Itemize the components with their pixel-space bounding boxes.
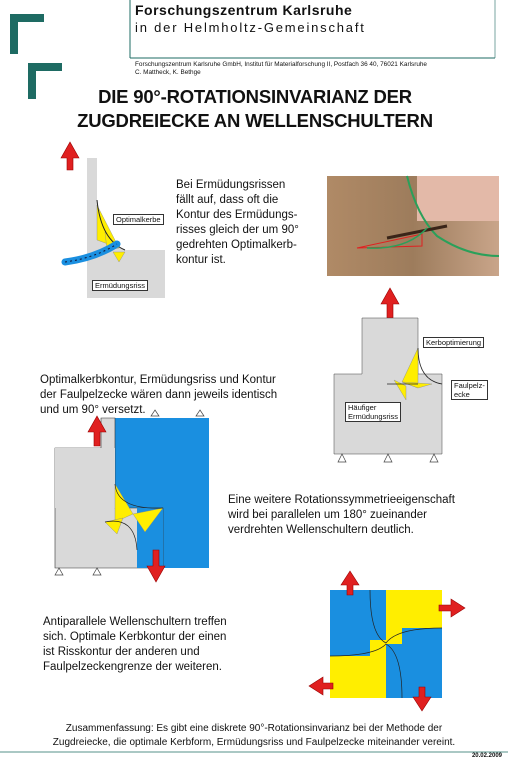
paragraph-1-line: gedrehten Optimalkerb- — [176, 239, 297, 251]
address: Forschungszentrum Karlsruhe GmbH, Institut für Materialforschung II, Postfach 36 40, 76021 Karlsruhe — [135, 61, 427, 68]
org-name: Forschungszentrum Karlsruhe — [135, 2, 353, 18]
summary-line: Zusammenfassung: Es gibt eine diskrete 90°-Rotationsinvarianz bei der Methode der — [65, 723, 443, 734]
address-block — [135, 61, 427, 77]
fracture-photo — [327, 176, 499, 276]
paragraph-2-line: und um 90° versetzt. — [40, 404, 146, 416]
figure-parallel-shoulders — [45, 410, 215, 580]
label-line: Ermüdungsriss — [348, 412, 399, 421]
up-arrow-icon — [61, 142, 79, 170]
paragraph-3-line: Eine weitere Rotationssymmetrieeigenschaft — [228, 494, 455, 506]
paragraph-4 — [43, 615, 227, 675]
support-icon — [338, 454, 438, 462]
paragraph-2-line: der Faulpelzecke wären dann jeweils identisch — [40, 389, 278, 401]
label-faulpelzecke — [451, 380, 488, 400]
title-line-2: ZUGDREIECKE AN WELLENSCHULTERN — [77, 110, 433, 131]
paragraph-4-line: Antiparallele Wellenschultern treffen — [43, 616, 227, 628]
paragraph-3-line: wird bei parallelen um 180° zueinander — [228, 509, 427, 521]
paragraph-1-line: risses gleich der um 90° — [176, 224, 299, 236]
right-arrow-icon — [439, 599, 465, 617]
title-line-1: DIE 90°-ROTATIONSINVARIANZ DER — [98, 86, 412, 107]
paragraph-1-line: Kontur des Ermüdungs- — [176, 209, 298, 221]
support-icon — [151, 410, 204, 416]
left-arrow-icon — [309, 677, 333, 695]
paragraph-2-line: Optimalkerbkontur, Ermüdungsriss und Kontur — [40, 374, 276, 386]
support-icon — [55, 568, 101, 575]
paragraph-4-line: ist Risskontur der anderen und — [43, 646, 200, 658]
paragraph-4-line: Faulpelzeckengrenze der weiteren. — [43, 661, 222, 673]
label-haeufiger-riss — [345, 402, 401, 422]
label-optimalkerbe: Optimalkerbe — [113, 214, 164, 225]
label-ermuedungsriss: Ermüdungsriss — [92, 280, 148, 291]
paragraph-3-line: verdrehten Wellenschultern deutlich. — [228, 524, 414, 536]
label-line: ecke — [454, 390, 470, 399]
summary-line: Zugdreiecke, die optimale Kerbform, Ermüdungsriss und Faulpelzecke miteinander vereint. — [52, 737, 456, 748]
date: 20.02.2009 — [471, 753, 502, 759]
footer-rule — [0, 751, 508, 755]
summary — [4, 722, 504, 750]
up-arrow-icon — [381, 288, 399, 318]
authors: C. Mattheck, K. Bethge — [135, 69, 201, 76]
figure-shaft-shoulder — [332, 288, 452, 473]
paragraph-4-line: sich. Optimale Kerbkontur der einen — [43, 631, 227, 643]
org-subtitle: in der Helmholtz-Gemeinschaft — [135, 20, 366, 35]
label-line: Faulpelz- — [454, 381, 485, 390]
label-kerboptimierung: Kerboptimierung — [423, 337, 484, 348]
figure-antiparallel-shoulders — [315, 575, 485, 705]
paragraph-1-line: kontur ist. — [176, 254, 226, 266]
paragraph-1-line: Bei Ermüdungsrissen — [176, 179, 286, 191]
paragraph-3 — [228, 493, 455, 538]
paragraph-1 — [176, 178, 299, 268]
paragraph-1-line: fällt auf, dass oft die — [176, 194, 279, 206]
label-line: Häufiger — [348, 403, 377, 412]
page-title — [30, 85, 480, 133]
